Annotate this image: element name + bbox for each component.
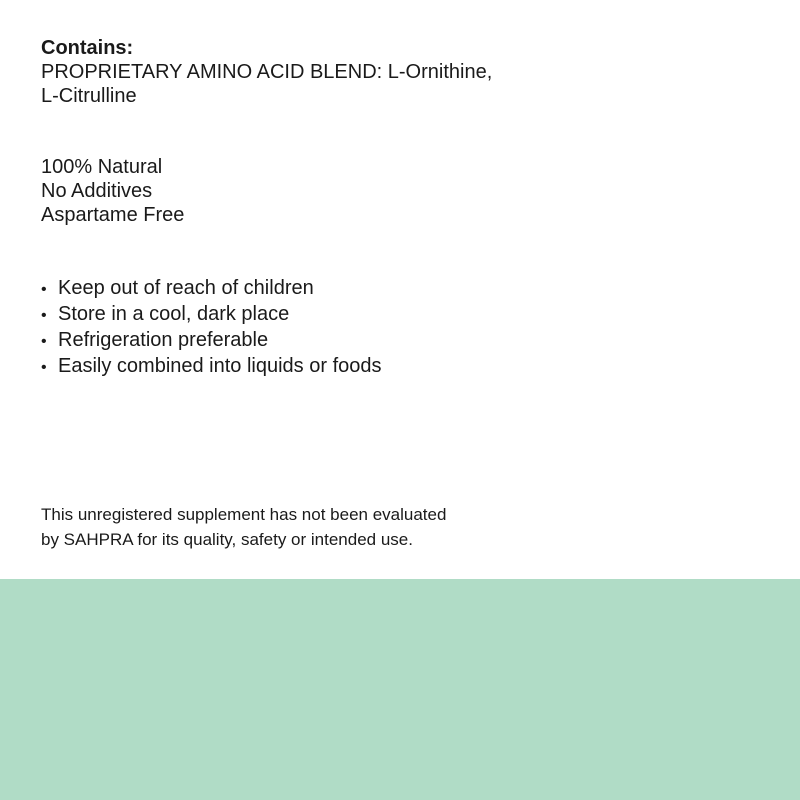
list-item bbox=[41, 354, 382, 380]
list-item bbox=[41, 276, 382, 302]
bullet-icon: • bbox=[41, 333, 47, 350]
ingredients-line-1: PROPRIETARY AMINO ACID BLEND: L-Ornithine, bbox=[41, 61, 493, 83]
bullet-icon: • bbox=[41, 281, 47, 298]
ingredients-line-2: L-Citrulline bbox=[41, 85, 137, 107]
bullet-icon: • bbox=[41, 359, 47, 376]
claim-no-additives: No Additives bbox=[41, 180, 153, 202]
instruction-refrigeration: Refrigeration preferable bbox=[58, 329, 269, 351]
instruction-children: Keep out of reach of children bbox=[58, 277, 314, 299]
disclaimer-line-1: This unregistered supplement has not been evaluated bbox=[41, 505, 447, 524]
instruction-combine: Easily combined into liquids or foods bbox=[58, 355, 382, 377]
contains-heading: Contains: bbox=[41, 37, 134, 59]
list-item bbox=[41, 302, 382, 328]
contains-section bbox=[41, 36, 561, 108]
claim-natural: 100% Natural bbox=[41, 156, 163, 178]
mint-footer-band bbox=[0, 579, 800, 800]
storage-instructions bbox=[41, 276, 382, 380]
list-item bbox=[41, 328, 382, 354]
claim-aspartame-free: Aspartame Free bbox=[41, 204, 185, 226]
instruction-storage: Store in a cool, dark place bbox=[58, 303, 290, 325]
disclaimer-line-2: by SAHPRA for its quality, safety or intended use. bbox=[41, 530, 413, 549]
bullet-icon: • bbox=[41, 307, 47, 324]
product-claims bbox=[41, 155, 184, 227]
regulatory-disclaimer bbox=[41, 502, 541, 552]
